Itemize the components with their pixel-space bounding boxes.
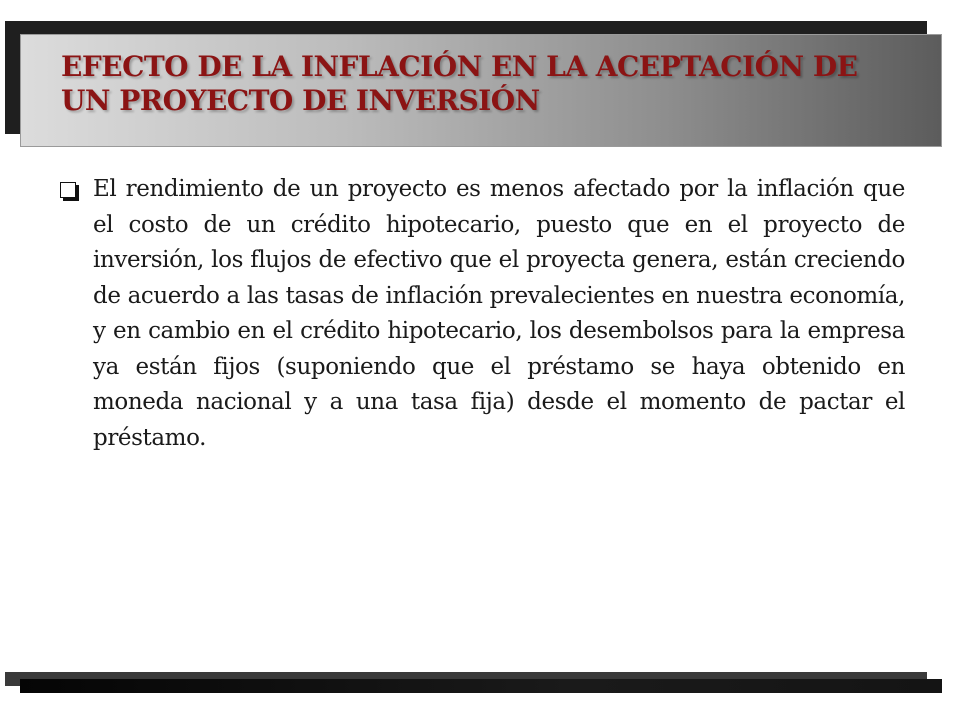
- bullet-text: El rendimiento de un proyecto es menos afectado por la inflación que el costo de un crédito hipotecario, puesto que en el proyecto de inversión, los flujos de efectivo que el proyecta genera, están creciendo de acuerdo a las tasas de inflación prevalecientes en nuestra economía, y en cambio en el crédito hipotecario, los desembolsos para la empresa ya están fijos (suponiendo que el préstamo se haya obtenido en moneda nacional y a una tasa fija) desde el momento de pactar el préstamo.: [93, 176, 905, 451]
- hollow-square-bullet-icon: [60, 182, 76, 198]
- slide-title-line-2: UN PROYECTO DE INVERSIÓN: [61, 84, 540, 117]
- bullet-item: [60, 172, 905, 456]
- bottom-bar: [20, 679, 942, 693]
- slide-title: [61, 50, 921, 118]
- slide-title-line-1: EFECTO DE LA INFLACIÓN EN LA ACEPTACIÓN DE: [61, 50, 858, 83]
- title-banner: [20, 34, 942, 147]
